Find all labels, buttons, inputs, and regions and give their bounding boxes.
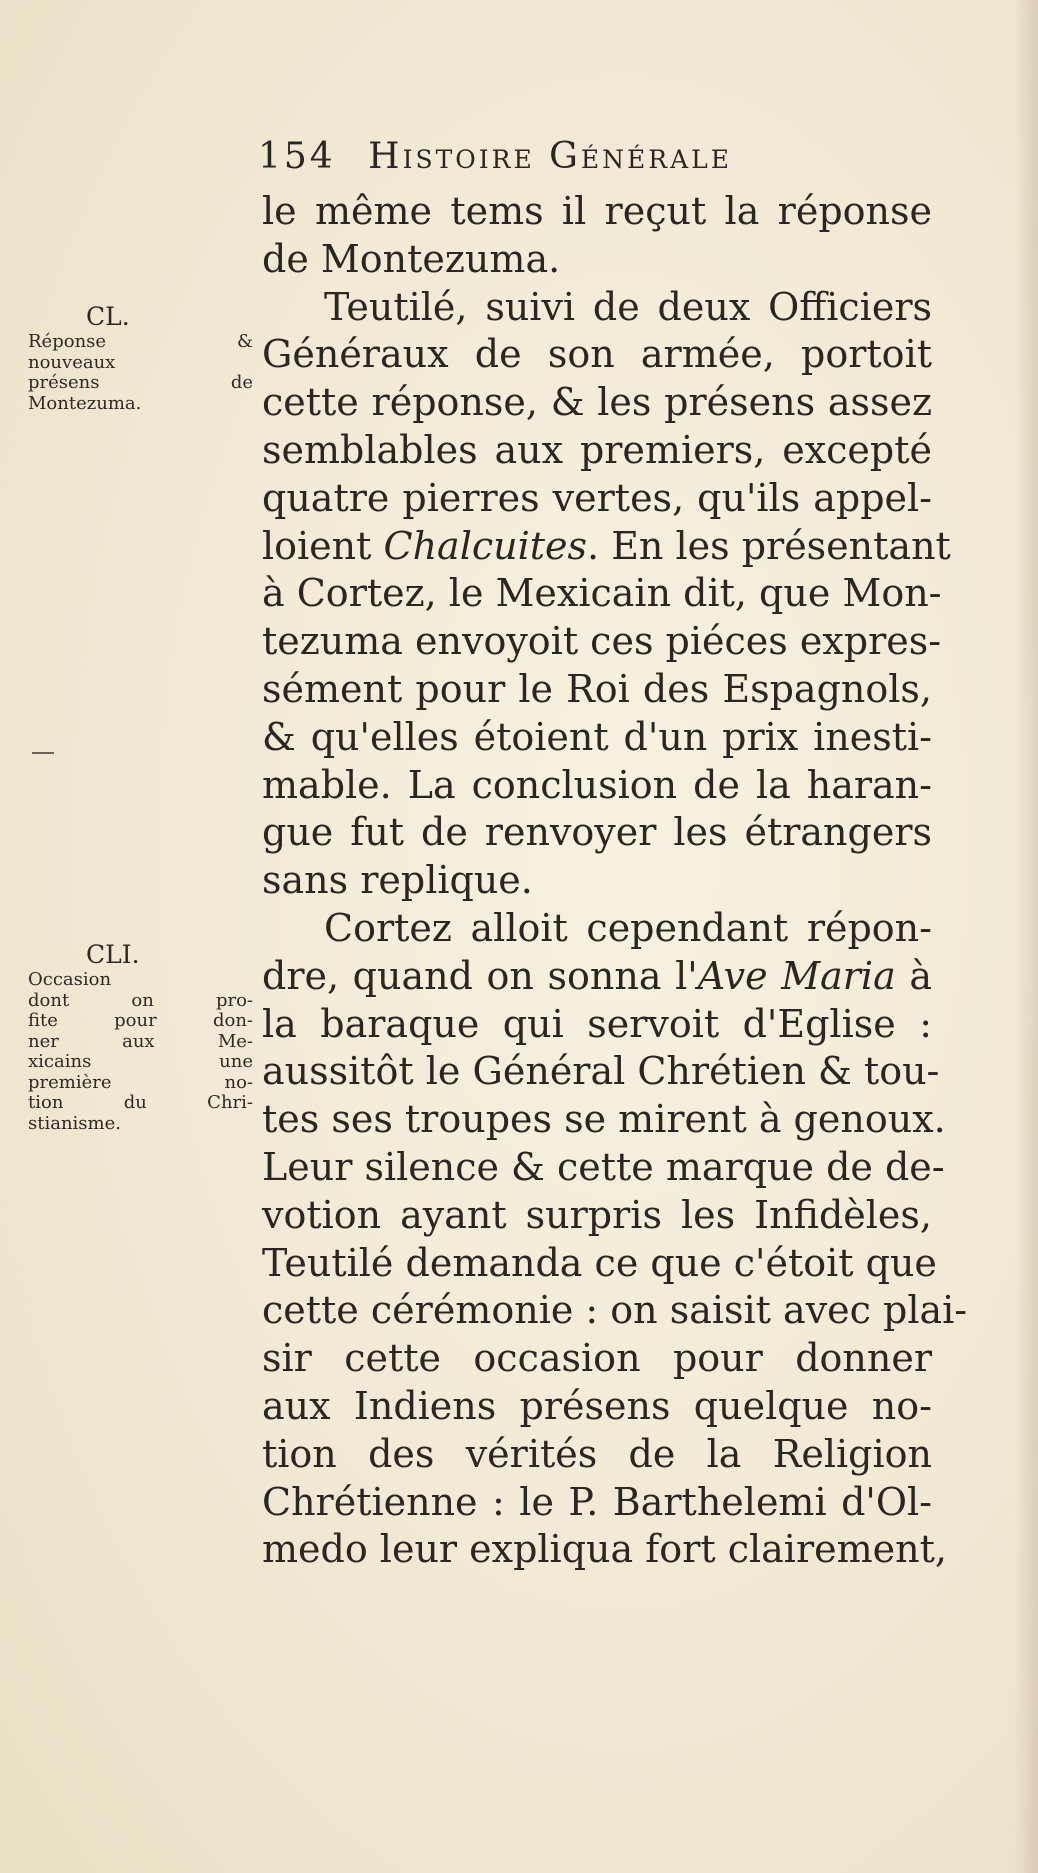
marginal-note-line: nouveaux (28, 351, 116, 373)
text-line: tezuma envoyoit ces piéces expres- (262, 619, 942, 664)
marginal-note-number: CL. (86, 302, 130, 331)
marginal-note-line: Occasion (28, 969, 112, 990)
marginal-note-line: Réponse & (28, 331, 253, 352)
marginal-note-line: dont on pro- (28, 989, 253, 1011)
text-segment: . En les présentant (587, 523, 951, 568)
running-title: Histoire Générale (368, 136, 732, 177)
marginal-note-line: stianisme. (28, 1112, 121, 1134)
text-line: le même tems il reçut la réponse (262, 189, 932, 233)
text-segment: à (895, 953, 933, 998)
text-line: tion des vérités de la Religion (262, 1431, 932, 1476)
text-line: & qu'elles étoient d'un prix inesti- (262, 714, 932, 759)
text-line: à Cortez, le Mexicain dit, que Mon- (262, 571, 942, 616)
text-line: cette réponse, & les présens assez (262, 380, 932, 425)
running-header (258, 136, 938, 186)
text-line: mable. La conclusion de la haran- (262, 762, 932, 807)
text-line: Chrétienne : le P. Barthelemi d'Ol- (262, 1479, 932, 1524)
text-segment: loient (262, 523, 384, 568)
marginal-note-cl (28, 302, 253, 414)
marginal-note-cli (28, 940, 253, 1134)
text-line: medo leur expliqua fort clairement, (262, 1527, 947, 1572)
text-segment: dre, quand on sonna l' (262, 953, 698, 998)
text-line: la baraque qui servoit d'Eglise : (262, 1001, 932, 1046)
marginal-note-line: fite pour don- (28, 1010, 253, 1031)
marginal-note-line: xicains une (28, 1051, 253, 1072)
marginal-note-number: CLI. (86, 940, 140, 969)
text-line: aux Indiens présens quelque no- (262, 1383, 932, 1428)
text-line: tes ses troupes se mirent à genoux. (262, 1097, 946, 1142)
body-text (262, 188, 968, 1574)
marginal-note-line: première no- (28, 1071, 253, 1093)
marginal-note-line: tion du Chri- (28, 1092, 253, 1113)
text-line (262, 523, 951, 571)
page-number: 154 (258, 136, 336, 177)
text-line: Leur silence & cette marque de de- (262, 1144, 945, 1189)
text-line: sément pour le Roi des Espagnols, (262, 666, 932, 711)
text-line: Teutilé, suivi de deux Officiers (324, 284, 932, 329)
italic-term-chalcuites: Chalcuites (383, 523, 588, 568)
margin-dash-mark (32, 752, 54, 754)
italic-term-ave-maria: Ave Maria (697, 953, 896, 998)
marginal-note-line: ner aux Me- (28, 1030, 253, 1052)
page-edge-shadow (1014, 0, 1038, 1873)
marginal-note-line: Montezuma. (28, 392, 142, 414)
text-line (262, 953, 932, 1001)
text-line: votion ayant surpris les Infidèles, (262, 1192, 932, 1237)
text-line: semblables aux premiers, excepté (262, 427, 932, 472)
text-line: cette cérémonie : on saisit avec plai- (262, 1288, 968, 1333)
text-line: sir cette occasion pour donner (262, 1336, 932, 1381)
text-line: sans replique. (262, 858, 533, 903)
marginal-note-line: présens de (28, 372, 253, 393)
text-line: quatre pierres vertes, qu'ils appel- (262, 475, 932, 520)
text-line: gue fut de renvoyer les étrangers (262, 810, 932, 855)
text-line: Teutilé demanda ce que c'étoit que (262, 1240, 937, 1285)
text-line: Généraux de son armée, portoit (262, 332, 932, 377)
text-line: aussitôt le Général Chrétien & tou- (262, 1049, 940, 1094)
text-line: de Montezuma. (262, 236, 561, 281)
text-line: Cortez alloit cependant répon- (324, 905, 932, 950)
